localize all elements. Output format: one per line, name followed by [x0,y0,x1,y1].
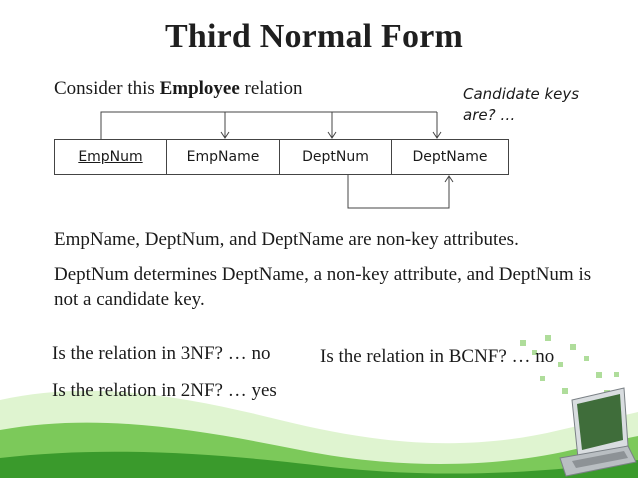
slide-title: Third Normal Form [164,18,464,55]
attr-empnum: EmpNum [55,140,167,174]
intro-relation-name: Employee [159,78,240,99]
attr-deptname: DeptName [412,149,488,165]
candidate-keys-note: Candidate keys are? … [463,85,580,124]
intro-suffix: relation [239,78,303,99]
question-3nf: Is the relation in 3NF? … no [52,343,271,364]
attr-deptnum: DeptNum [280,140,392,174]
question-2nf: Is the relation in 2NF? … yes [52,380,277,401]
attr-empname: EmpName [167,140,280,174]
intro-prefix: Consider this [54,78,160,99]
non-key-statement: EmpName, DeptNum, and DeptName are non-key attributes. [54,229,519,250]
question-bcnf: Is the relation in BCNF? … no [320,346,555,367]
transitive-statement: DeptNum determines DeptName, a non-key attribute, and DeptNum is not a candidate key. [54,264,592,310]
